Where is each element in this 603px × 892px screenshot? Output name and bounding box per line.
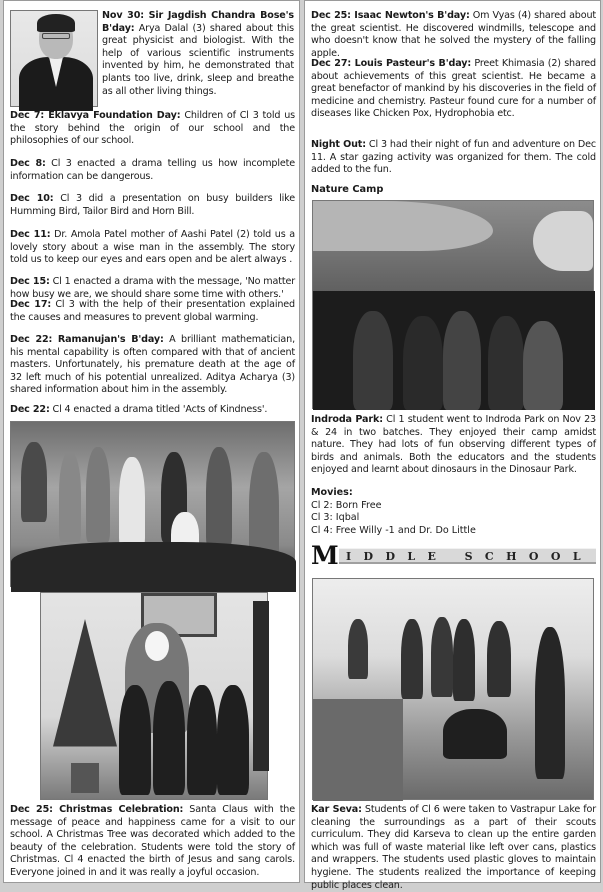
entry-title: Dec 10: xyxy=(10,193,54,204)
christmas-photo xyxy=(40,592,268,800)
entry-title: Dec 22: Ramanujan's B'day: xyxy=(10,334,164,345)
entry-body: Cl 3 did a presentation on busy builders like Humming Bird, Tailor Bird and Horn Bill. xyxy=(10,193,295,217)
entry-body: Cl 3 with the help of their presentation explained the causes and measures to prevent global warming. xyxy=(10,299,295,323)
kar-seva-photo xyxy=(312,578,594,800)
entry-body: Santa Claus with the message of peace and happiness came for a visit to our school. A Christmas Tree was decorated which added to the beauty of the celebration. Students were told the story of Christmas. Cl 4 enacted the birth of Jesus and sang carols. Everyone joined in and it was really a joyful occasion. xyxy=(10,804,295,878)
banner-initial: M xyxy=(311,541,339,570)
entry-body: Cl 1 student went to Indroda Park on Nov 23 & 24 in two batches. They enjoyed their camp amidst nature. They had lots of fun observing different types of birds and animals. Both the educators and the students enjoyed and learnt about dinosaurs in the Dinosaur Park. xyxy=(311,414,596,476)
entry-title: Dec 15: xyxy=(10,276,50,287)
entry-night-out xyxy=(311,139,596,177)
student-portrait-photo xyxy=(10,10,98,107)
entry-bose-birthday xyxy=(102,10,294,98)
movie-item: Cl 2: Born Free xyxy=(311,499,382,511)
entry-title: Dec 22: xyxy=(10,404,50,415)
entry-body: Dr. Amola Patel mother of Aashi Patel (2) told us a lovely story about a wise man in the assembly. The story told us to keep our eyes and ears open and be alert always . xyxy=(10,229,295,266)
entry-body: Cl 3 enacted a drama telling us how incomplete information can be dangerous. xyxy=(10,158,295,182)
entry-title: Dec 8: xyxy=(10,158,46,169)
nature-camp-photo xyxy=(312,200,594,409)
entry-body: Cl 1 enacted a drama with the message, 'No matter how busy we are, we should share some time with others.' xyxy=(10,276,295,300)
entry-dec10 xyxy=(10,193,295,218)
entry-body: Cl 3 had their night of fun and adventure on Dec 11. A star gazing activity was organized for them. The cold added to the fun. xyxy=(311,139,596,176)
entry-dec15 xyxy=(10,276,295,301)
entry-title: Night Out: xyxy=(311,139,366,150)
entry-title: Dec 25: Christmas Celebration: xyxy=(10,804,184,815)
left-column xyxy=(3,0,300,883)
entry-title: Nov 30: Sir Jagdish Chandra Bose's B'day: xyxy=(102,10,294,34)
movie-item: Cl 4: Free Willy -1 and Dr. Do Little xyxy=(311,524,476,536)
entry-dec22-drama xyxy=(10,404,295,417)
entry-kar-seva xyxy=(311,804,596,892)
movies-title: Movies: xyxy=(311,487,353,498)
entry-indroda-park xyxy=(311,414,596,477)
entry-dec17 xyxy=(10,299,295,324)
entry-ramanujan-birthday xyxy=(10,334,295,397)
entry-title: Dec 25: Isaac Newton's B'day: xyxy=(311,10,470,21)
entry-body: Children of Cl 3 told us the story behind the origin of our school and the philosophies of our school. xyxy=(10,110,295,147)
movie-item: Cl 3: Iqbal xyxy=(311,512,360,524)
entry-dec11 xyxy=(10,229,295,267)
entry-christmas-celebration xyxy=(10,804,295,880)
entry-body: Arya Dalal (3) shared about this great physicist and biologist. With the help of various scientific instruments invented by him, he demonstrated that plants too live, drink, sleep and breathe as all other living things. xyxy=(102,22,294,97)
entry-title: Dec 27: Louis Pasteur's B'day: xyxy=(311,58,472,69)
entry-body: Cl 4 enacted a drama titled 'Acts of Kindness'. xyxy=(49,404,268,415)
entry-dec8 xyxy=(10,158,295,183)
entry-body: A brilliant mathematician, his mental capability is often compared with that of ancient masters. Unfortunately, his premature death at the age of 32 left much of his potential unrealized. Aditya Acharya (3) shared information about him in the assembly. xyxy=(10,334,295,396)
entry-newton-birthday xyxy=(311,10,596,60)
entry-body: Om Vyas (4) shared about the great scientist. He discovered windmills, telescope and who doesn't know that he solved the mystery of the falling apple. xyxy=(311,10,596,59)
right-column xyxy=(304,0,601,891)
entry-body: Students of Cl 6 were taken to Vastrapur Lake for cleaning the surroundings as a part of their scouts curriculum. They did Karseva to clean up the entire garden which was full of waste material like left over cans, plastics and wrappers. The students used plastic gloves to maintain hygiene. The students realized the importance of keeping public places clean. xyxy=(311,804,596,891)
entry-title: Kar Seva: xyxy=(311,804,362,815)
entry-title: Indroda Park: xyxy=(311,414,383,425)
entry-eklavya-day xyxy=(10,110,295,148)
drama-photo xyxy=(10,421,295,587)
middle-school-banner xyxy=(311,541,598,570)
entry-title: Dec 17: xyxy=(10,299,52,310)
nature-camp-heading: Nature Camp xyxy=(311,184,384,195)
banner-text: IDDLE SCHOOL xyxy=(339,548,596,564)
entry-title: Dec 11: xyxy=(10,229,51,240)
entry-title: Dec 7: Eklavya Foundation Day: xyxy=(10,110,181,121)
entry-body: Preet Khimasia (2) shared about achievements of this great scientist. He became a great benefactor of mankind by his discoveries in the field of medicine and chemistry. Pasteur found cure for a number of diseases like Chicken Pox, Hydrophobia etc. xyxy=(311,58,596,120)
entry-pasteur-birthday xyxy=(311,58,596,121)
movies-list xyxy=(311,487,476,537)
